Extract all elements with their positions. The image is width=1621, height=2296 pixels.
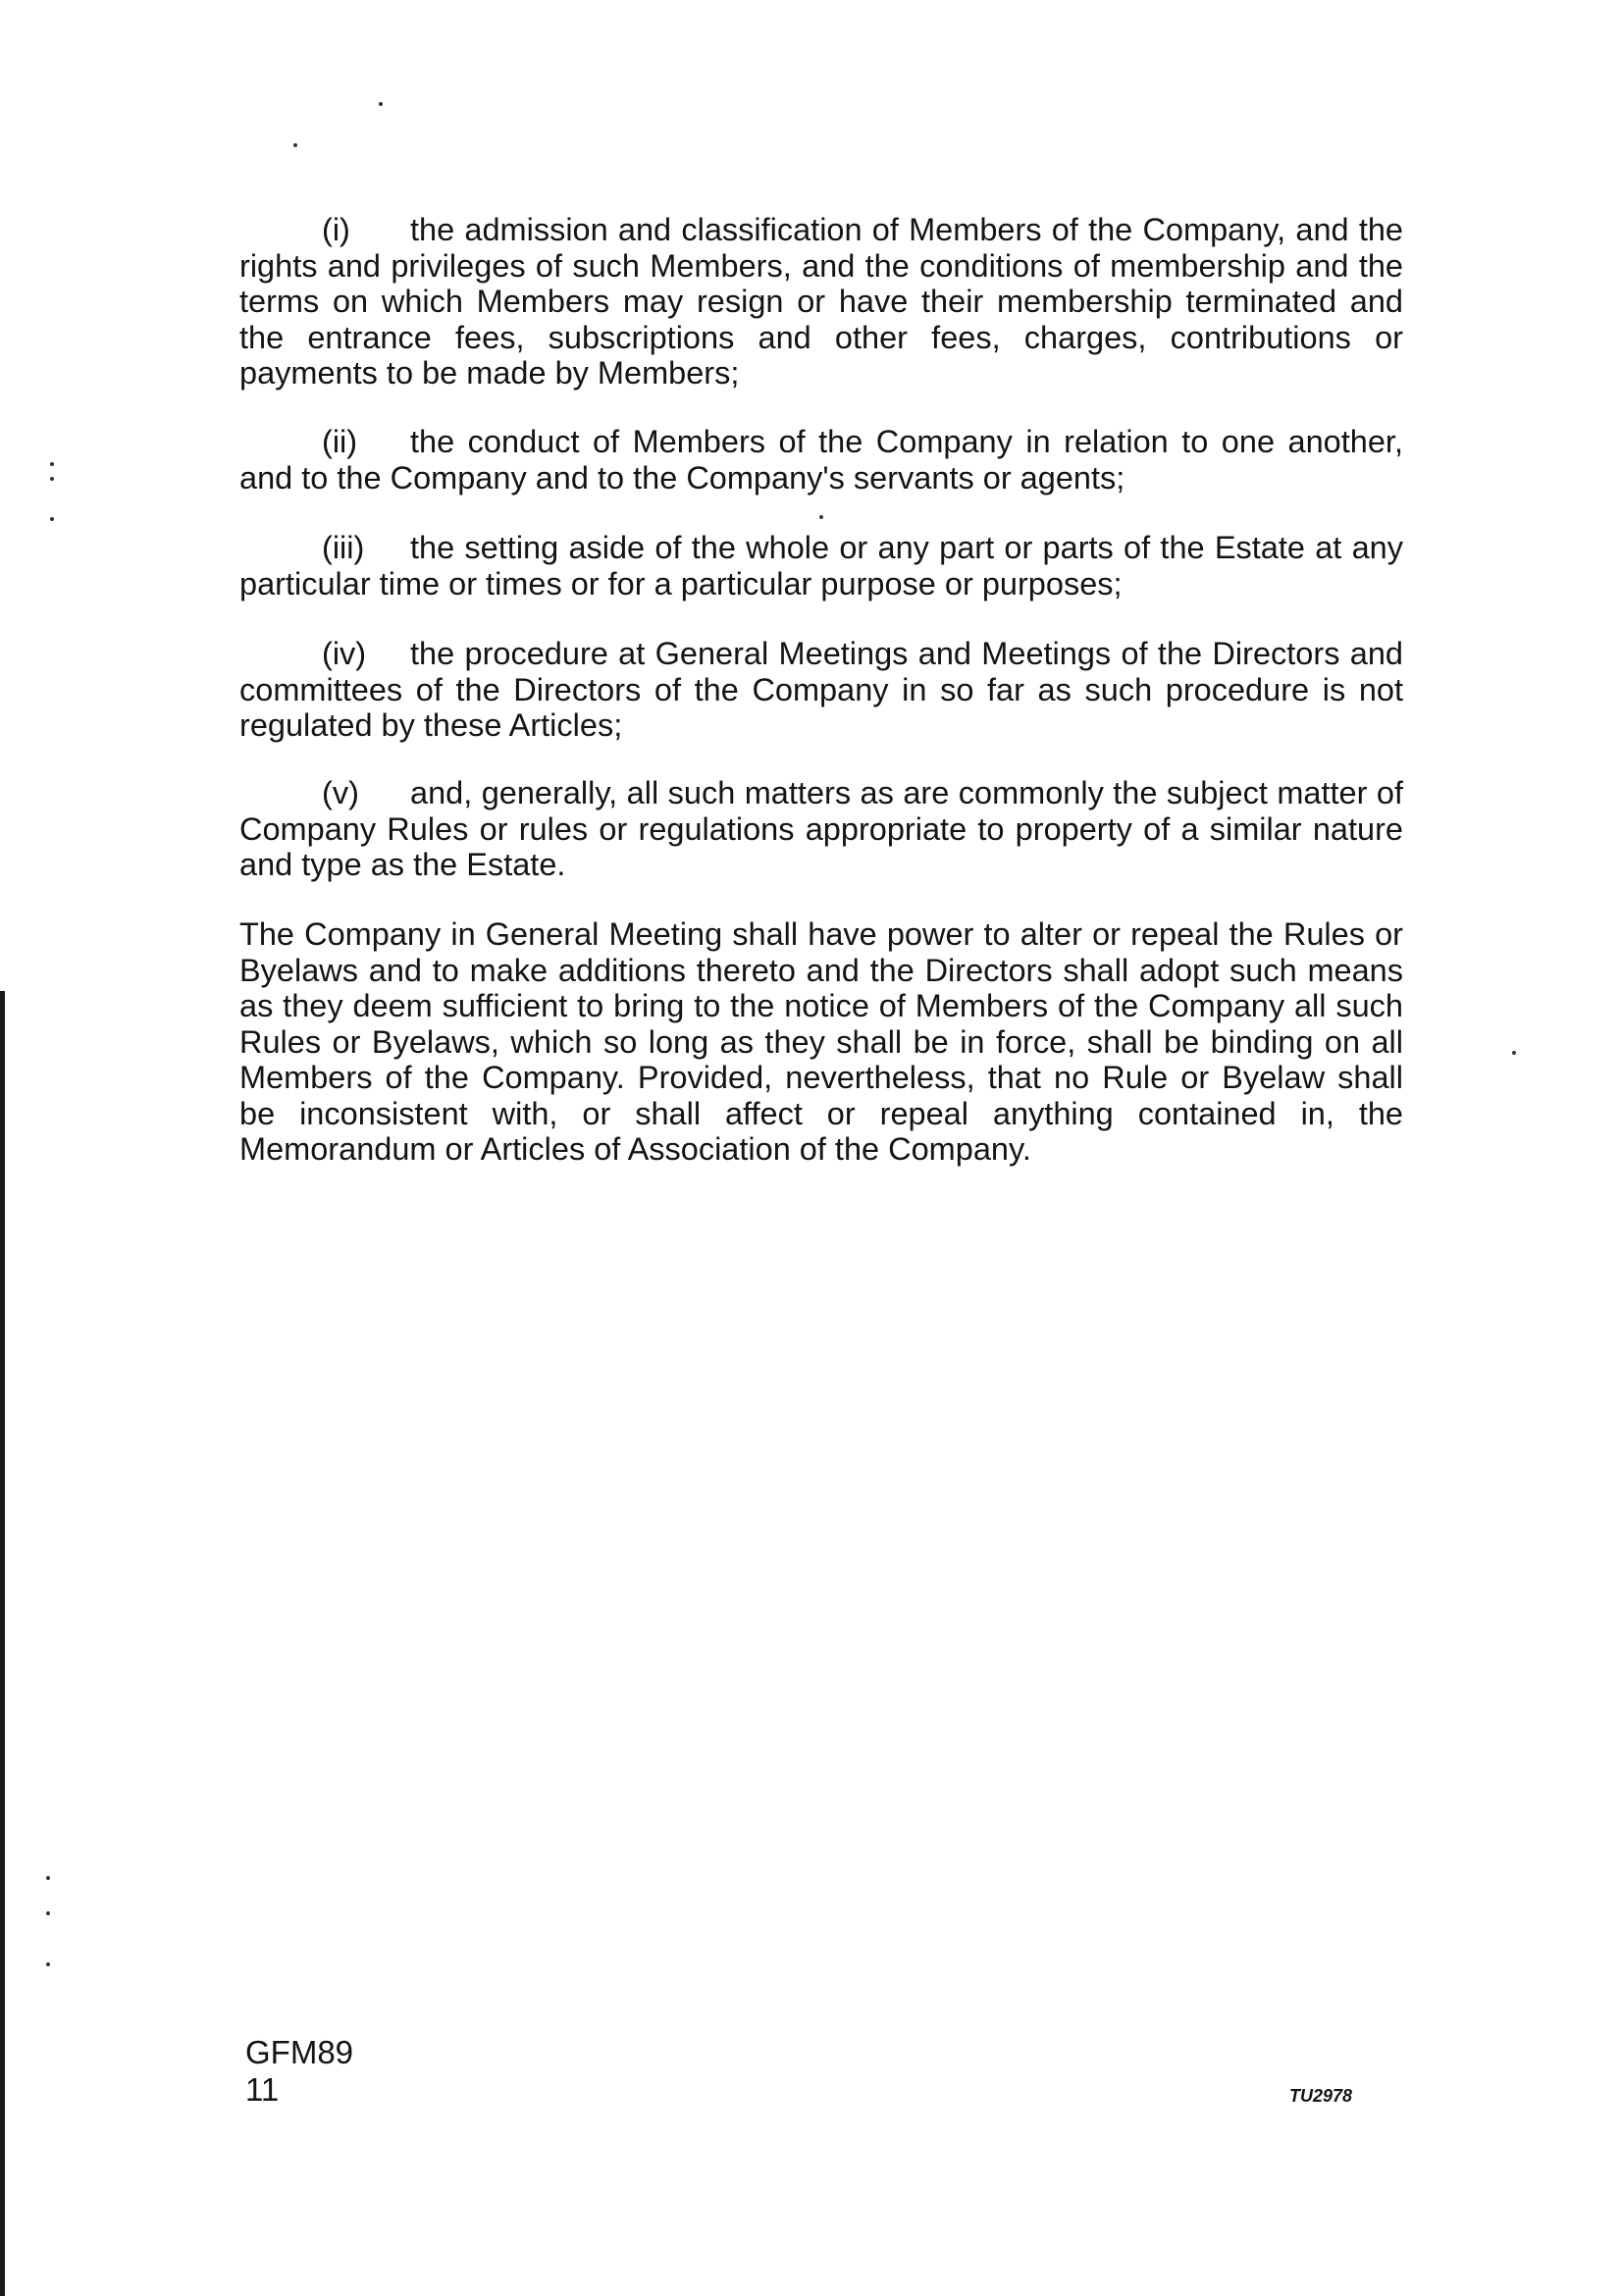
clause-iii <box>239 530 1403 601</box>
scan-speck <box>46 1876 50 1880</box>
clause-number: (iv) <box>322 636 367 671</box>
clause-number: (i) <box>322 212 350 247</box>
clause-number: (ii) <box>322 424 358 459</box>
scan-speck <box>1512 1051 1516 1055</box>
scan-speck <box>819 515 823 519</box>
page-number: 11 <box>245 2071 280 2108</box>
scan-speck <box>46 1911 50 1915</box>
clause-text: and, generally, all such matters as are commonly the subject matter of Company Rules or rules or regulations appropriate to property of a similar nature and type as the Estate. <box>239 775 1403 882</box>
clause-number: (v) <box>322 775 359 810</box>
clause-iv <box>239 636 1403 744</box>
clause-number: (iii) <box>322 530 365 565</box>
clause-text: the admission and classification of Members of the Company, and the rights and privileges of such Members, and the conditions of membership and the terms on which Members may resign or have their membership terminated and the entrance fees, subscriptions and other fees, charges, contributions or payments to be made by Members; <box>239 212 1403 391</box>
scan-speck <box>46 1962 50 1966</box>
scan-speck <box>50 477 54 481</box>
reference-code: TU2978 <box>1289 2086 1353 2106</box>
scan-edge-line <box>0 991 5 2296</box>
scan-speck <box>50 462 54 466</box>
document-code: GFM89 <box>245 2034 354 2070</box>
clause-i <box>239 212 1403 391</box>
scan-speck <box>50 517 54 521</box>
clause-text: the procedure at General Meetings and Meetings of the Directors and committees of the Directors of the Company in so far as such procedure is not regulated by these Articles; <box>239 636 1403 743</box>
clause-text: the setting aside of the whole or any part or parts of the Estate at any particular time or times or for a particular purpose or purposes; <box>239 530 1403 601</box>
clause-ii <box>239 424 1403 496</box>
clause-v <box>239 775 1403 883</box>
rules-paragraph: The Company in General Meeting shall have power to alter or repeal the Rules or Byelaws and to make additions thereto and the Directors shall adopt such means as they deem sufficient to bring to the notice of Members of the Company all such Rules or Byelaws, which so long as they shall be in force, shall be binding on all Members of the Company. Provided, nevertheless, that no Rule or Byelaw shall be inconsistent with, or shall affect or repeal anything contained in, the Memorandum or Articles of Association of the Company. <box>239 916 1403 1167</box>
scan-speck <box>379 102 383 106</box>
scan-speck <box>293 143 297 147</box>
clause-text: the conduct of Members of the Company in relation to one another, and to the Company and to the Company's servants or agents; <box>239 424 1403 496</box>
